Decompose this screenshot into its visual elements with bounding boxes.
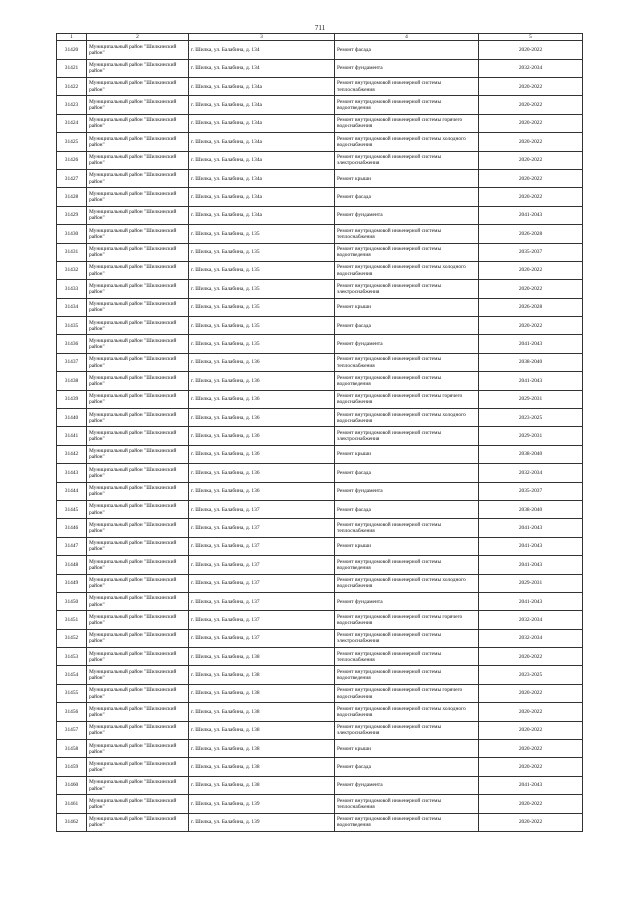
- row-number-cell: 31423: [57, 96, 87, 114]
- table-row: [57, 59, 583, 77]
- municipality-cell: Муниципальный район "Шилкинский район": [87, 776, 189, 794]
- municipality-cell: Муниципальный район "Шилкинский район": [87, 151, 189, 169]
- period-cell: 2029-2031: [479, 390, 583, 408]
- address-cell: г. Шилка, ул. Балабина, д. 136: [189, 445, 335, 463]
- period-cell: 2023-2025: [479, 409, 583, 427]
- work-type-cell: Ремонт фасада: [335, 41, 479, 59]
- row-number-cell: 31445: [57, 500, 87, 518]
- municipality-cell: Муниципальный район "Шилкинский район": [87, 445, 189, 463]
- period-cell: 2041-2043: [479, 537, 583, 555]
- address-cell: г. Шилка, ул. Балабина, д. 136: [189, 372, 335, 390]
- row-number-cell: 31451: [57, 611, 87, 629]
- table-row: [57, 390, 583, 408]
- municipality-cell: Муниципальный район "Шилкинский район": [87, 556, 189, 574]
- period-cell: 2041-2043: [479, 206, 583, 224]
- municipality-cell: Муниципальный район "Шилкинский район": [87, 537, 189, 555]
- municipality-cell: Муниципальный район "Шилкинский район": [87, 206, 189, 224]
- work-type-cell: Ремонт внутридомовой инженерной системы электроснабжения: [335, 427, 479, 445]
- period-cell: 2020-2022: [479, 317, 583, 335]
- row-number-cell: 31447: [57, 537, 87, 555]
- address-cell: г. Шилка, ул. Балабина, д. 135: [189, 298, 335, 316]
- period-cell: 2020-2022: [479, 813, 583, 831]
- row-number-cell: 31453: [57, 648, 87, 666]
- row-number-cell: 31461: [57, 795, 87, 813]
- work-type-cell: Ремонт внутридомовой инженерной системы водоотведения: [335, 813, 479, 831]
- period-cell: 2020-2022: [479, 758, 583, 776]
- municipality-cell: Муниципальный район "Шилкинский район": [87, 169, 189, 187]
- table-row: [57, 611, 583, 629]
- row-number-cell: 31448: [57, 556, 87, 574]
- period-cell: 2038-2040: [479, 353, 583, 371]
- address-cell: г. Шилка, ул. Балабина, д. 134а: [189, 151, 335, 169]
- address-cell: г. Шилка, ул. Балабина, д. 137: [189, 592, 335, 610]
- table-row: [57, 243, 583, 261]
- period-cell: 2038-2040: [479, 445, 583, 463]
- row-number-cell: 31425: [57, 133, 87, 151]
- work-type-cell: Ремонт фундамента: [335, 482, 479, 500]
- row-number-cell: 31460: [57, 776, 87, 794]
- table-row: [57, 648, 583, 666]
- work-type-cell: Ремонт внутридомовой инженерной системы теплоснабжения: [335, 225, 479, 243]
- row-number-cell: 31439: [57, 390, 87, 408]
- table-row: [57, 519, 583, 537]
- work-type-cell: Ремонт внутридомовой инженерной системы теплоснабжения: [335, 795, 479, 813]
- row-number-cell: 31431: [57, 243, 87, 261]
- table-row: [57, 96, 583, 114]
- table-row: [57, 372, 583, 390]
- work-type-cell: Ремонт внутридомовой инженерной системы электроснабжения: [335, 151, 479, 169]
- table-row: [57, 758, 583, 776]
- municipality-cell: Муниципальный район "Шилкинский район": [87, 740, 189, 758]
- work-type-cell: Ремонт фундамента: [335, 592, 479, 610]
- row-number-cell: 31424: [57, 114, 87, 132]
- work-type-cell: Ремонт внутридомовой инженерной системы холодного водоснабжения: [335, 409, 479, 427]
- municipality-cell: Муниципальный район "Шилкинский район": [87, 703, 189, 721]
- period-cell: 2032-2034: [479, 629, 583, 647]
- address-cell: г. Шилка, ул. Балабина, д. 134а: [189, 96, 335, 114]
- period-cell: 2020-2022: [479, 280, 583, 298]
- table-row: [57, 776, 583, 794]
- table-row: [57, 464, 583, 482]
- period-cell: 2041-2043: [479, 592, 583, 610]
- row-number-cell: 31434: [57, 298, 87, 316]
- table-row: [57, 41, 583, 59]
- work-type-cell: Ремонт внутридомовой инженерной системы водоотведения: [335, 556, 479, 574]
- address-cell: г. Шилка, ул. Балабина, д. 138: [189, 740, 335, 758]
- address-cell: г. Шилка, ул. Балабина, д. 136: [189, 464, 335, 482]
- row-number-cell: 31462: [57, 813, 87, 831]
- work-type-cell: Ремонт крыши: [335, 298, 479, 316]
- municipality-cell: Муниципальный район "Шилкинский район": [87, 721, 189, 739]
- table-row: [57, 114, 583, 132]
- work-type-cell: Ремонт фасада: [335, 758, 479, 776]
- work-type-cell: Ремонт внутридомовой инженерной системы холодного водоснабжения: [335, 703, 479, 721]
- table-row: [57, 77, 583, 95]
- table-row: [57, 684, 583, 702]
- address-cell: г. Шилка, ул. Балабина, д. 137: [189, 629, 335, 647]
- municipality-cell: Муниципальный район "Шилкинский район": [87, 519, 189, 537]
- table-row: [57, 721, 583, 739]
- table-row: [57, 335, 583, 353]
- period-cell: 2020-2022: [479, 188, 583, 206]
- municipality-cell: Муниципальный район "Шилкинский район": [87, 225, 189, 243]
- row-number-cell: 31440: [57, 409, 87, 427]
- period-cell: 2020-2022: [479, 169, 583, 187]
- work-type-cell: Ремонт внутридомовой инженерной системы водоотведения: [335, 243, 479, 261]
- row-number-cell: 31441: [57, 427, 87, 445]
- municipality-cell: Муниципальный район "Шилкинский район": [87, 464, 189, 482]
- page-number: 711: [314, 24, 326, 32]
- period-cell: 2038-2040: [479, 500, 583, 518]
- table-row: [57, 500, 583, 518]
- table-row: [57, 298, 583, 316]
- period-cell: 2020-2022: [479, 114, 583, 132]
- municipality-cell: Муниципальный район "Шилкинский район": [87, 133, 189, 151]
- period-cell: 2020-2022: [479, 151, 583, 169]
- address-cell: г. Шилка, ул. Балабина, д. 134а: [189, 133, 335, 151]
- work-type-cell: Ремонт внутридомовой инженерной системы горячего водоснабжения: [335, 611, 479, 629]
- table-row: [57, 813, 583, 831]
- period-cell: 2020-2022: [479, 133, 583, 151]
- row-number-cell: 31457: [57, 721, 87, 739]
- address-cell: г. Шилка, ул. Балабина, д. 136: [189, 353, 335, 371]
- row-number-cell: 31452: [57, 629, 87, 647]
- row-number-cell: 31430: [57, 225, 87, 243]
- column-header: 3: [189, 34, 335, 41]
- work-type-cell: Ремонт фундамента: [335, 59, 479, 77]
- address-cell: г. Шилка, ул. Балабина, д. 137: [189, 611, 335, 629]
- municipality-cell: Муниципальный район "Шилкинский район": [87, 243, 189, 261]
- work-type-cell: Ремонт внутридомовой инженерной системы водоотведения: [335, 372, 479, 390]
- work-type-cell: Ремонт крыши: [335, 740, 479, 758]
- address-cell: г. Шилка, ул. Балабина, д. 138: [189, 776, 335, 794]
- table-row: [57, 556, 583, 574]
- row-number-cell: 31437: [57, 353, 87, 371]
- municipality-cell: Муниципальный район "Шилкинский район": [87, 813, 189, 831]
- work-type-cell: Ремонт внутридомовой инженерной системы теплоснабжения: [335, 648, 479, 666]
- address-cell: г. Шилка, ул. Балабина, д. 136: [189, 482, 335, 500]
- registry-table: [56, 33, 583, 832]
- table-row: [57, 740, 583, 758]
- table-row: [57, 169, 583, 187]
- row-number-cell: 31455: [57, 684, 87, 702]
- municipality-cell: Муниципальный район "Шилкинский район": [87, 280, 189, 298]
- table-row: [57, 206, 583, 224]
- row-number-cell: 31433: [57, 280, 87, 298]
- work-type-cell: Ремонт внутридомовой инженерной системы горячего водоснабжения: [335, 390, 479, 408]
- period-cell: 2041-2043: [479, 519, 583, 537]
- row-number-cell: 31454: [57, 666, 87, 684]
- work-type-cell: Ремонт фундамента: [335, 335, 479, 353]
- work-type-cell: Ремонт внутридомовой инженерной системы водоотведения: [335, 666, 479, 684]
- table-row: [57, 795, 583, 813]
- municipality-cell: Муниципальный район "Шилкинский район": [87, 758, 189, 776]
- work-type-cell: Ремонт внутридомовой инженерной системы горячего водоснабжения: [335, 114, 479, 132]
- period-cell: 2041-2043: [479, 556, 583, 574]
- work-type-cell: Ремонт фасада: [335, 500, 479, 518]
- work-type-cell: Ремонт внутридомовой инженерной системы водоотведения: [335, 96, 479, 114]
- period-cell: 2023-2025: [479, 666, 583, 684]
- work-type-cell: Ремонт внутридомовой инженерной системы теплоснабжения: [335, 353, 479, 371]
- municipality-cell: Муниципальный район "Шилкинский район": [87, 114, 189, 132]
- address-cell: г. Шилка, ул. Балабина, д. 135: [189, 335, 335, 353]
- table-row: [57, 703, 583, 721]
- work-type-cell: Ремонт внутридомовой инженерной системы холодного водоснабжения: [335, 574, 479, 592]
- table-row: [57, 592, 583, 610]
- municipality-cell: Муниципальный район "Шилкинский район": [87, 59, 189, 77]
- period-cell: 2020-2022: [479, 740, 583, 758]
- table-row: [57, 280, 583, 298]
- table-row: [57, 188, 583, 206]
- period-cell: 2041-2043: [479, 372, 583, 390]
- address-cell: г. Шилка, ул. Балабина, д. 134: [189, 59, 335, 77]
- work-type-cell: Ремонт фасада: [335, 464, 479, 482]
- municipality-cell: Муниципальный район "Шилкинский район": [87, 795, 189, 813]
- table-row: [57, 353, 583, 371]
- municipality-cell: Муниципальный район "Шилкинский район": [87, 482, 189, 500]
- period-cell: 2020-2022: [479, 721, 583, 739]
- address-cell: г. Шилка, ул. Балабина, д. 137: [189, 519, 335, 537]
- address-cell: г. Шилка, ул. Балабина, д. 135: [189, 225, 335, 243]
- municipality-cell: Муниципальный район "Шилкинский район": [87, 592, 189, 610]
- address-cell: г. Шилка, ул. Балабина, д. 134а: [189, 188, 335, 206]
- address-cell: г. Шилка, ул. Балабина, д. 135: [189, 280, 335, 298]
- work-type-cell: Ремонт внутридомовой инженерной системы электроснабжения: [335, 721, 479, 739]
- period-cell: 2026-2028: [479, 225, 583, 243]
- column-header: 1: [57, 34, 87, 41]
- period-cell: 2041-2043: [479, 776, 583, 794]
- row-number-cell: 31438: [57, 372, 87, 390]
- municipality-cell: Муниципальный район "Шилкинский район": [87, 611, 189, 629]
- address-cell: г. Шилка, ул. Балабина, д. 135: [189, 317, 335, 335]
- address-cell: г. Шилка, ул. Балабина, д. 137: [189, 500, 335, 518]
- period-cell: 2041-2043: [479, 335, 583, 353]
- period-cell: 2020-2022: [479, 41, 583, 59]
- row-number-cell: 31449: [57, 574, 87, 592]
- period-cell: 2020-2022: [479, 261, 583, 279]
- municipality-cell: Муниципальный район "Шилкинский район": [87, 188, 189, 206]
- work-type-cell: Ремонт внутридомовой инженерной системы электроснабжения: [335, 280, 479, 298]
- period-cell: 2035-2037: [479, 243, 583, 261]
- table-row: [57, 445, 583, 463]
- row-number-cell: 31422: [57, 77, 87, 95]
- period-cell: 2032-2034: [479, 464, 583, 482]
- work-type-cell: Ремонт фасада: [335, 317, 479, 335]
- work-type-cell: Ремонт внутридомовой инженерной системы холодного водоснабжения: [335, 133, 479, 151]
- address-cell: г. Шилка, ул. Балабина, д. 138: [189, 648, 335, 666]
- table-row: [57, 225, 583, 243]
- period-cell: 2026-2028: [479, 298, 583, 316]
- address-cell: г. Шилка, ул. Балабина, д. 139: [189, 813, 335, 831]
- municipality-cell: Муниципальный район "Шилкинский район": [87, 335, 189, 353]
- address-cell: г. Шилка, ул. Балабина, д. 138: [189, 684, 335, 702]
- period-cell: 2032-2034: [479, 611, 583, 629]
- table-row: [57, 133, 583, 151]
- address-cell: г. Шилка, ул. Балабина, д. 138: [189, 721, 335, 739]
- address-cell: г. Шилка, ул. Балабина, д. 137: [189, 574, 335, 592]
- municipality-cell: Муниципальный район "Шилкинский район": [87, 427, 189, 445]
- work-type-cell: Ремонт крыши: [335, 537, 479, 555]
- address-cell: г. Шилка, ул. Балабина, д. 138: [189, 703, 335, 721]
- address-cell: г. Шилка, ул. Балабина, д. 138: [189, 666, 335, 684]
- period-cell: 2029-2031: [479, 427, 583, 445]
- municipality-cell: Муниципальный район "Шилкинский район": [87, 629, 189, 647]
- work-type-cell: Ремонт крыши: [335, 169, 479, 187]
- table-row: [57, 574, 583, 592]
- work-type-cell: Ремонт внутридомовой инженерной системы горячего водоснабжения: [335, 684, 479, 702]
- work-type-cell: Ремонт внутридомовой инженерной системы электроснабжения: [335, 629, 479, 647]
- period-cell: 2020-2022: [479, 684, 583, 702]
- address-cell: г. Шилка, ул. Балабина, д. 139: [189, 795, 335, 813]
- row-number-cell: 31435: [57, 317, 87, 335]
- municipality-cell: Муниципальный район "Шилкинский район": [87, 390, 189, 408]
- address-cell: г. Шилка, ул. Балабина, д. 134а: [189, 77, 335, 95]
- work-type-cell: Ремонт фасада: [335, 188, 479, 206]
- row-number-cell: 31432: [57, 261, 87, 279]
- address-cell: г. Шилка, ул. Балабина, д. 137: [189, 556, 335, 574]
- period-cell: 2020-2022: [479, 648, 583, 666]
- table-row: [57, 482, 583, 500]
- municipality-cell: Муниципальный район "Шилкинский район": [87, 409, 189, 427]
- row-number-cell: 31421: [57, 59, 87, 77]
- municipality-cell: Муниципальный район "Шилкинский район": [87, 372, 189, 390]
- municipality-cell: Муниципальный район "Шилкинский район": [87, 41, 189, 59]
- municipality-cell: Муниципальный район "Шилкинский район": [87, 500, 189, 518]
- address-cell: г. Шилка, ул. Балабина, д. 136: [189, 390, 335, 408]
- table-row: [57, 629, 583, 647]
- table-body: [57, 41, 583, 832]
- period-cell: 2020-2022: [479, 96, 583, 114]
- address-cell: г. Шилка, ул. Балабина, д. 137: [189, 537, 335, 555]
- period-cell: 2035-2037: [479, 482, 583, 500]
- municipality-cell: Муниципальный район "Шилкинский район": [87, 96, 189, 114]
- period-cell: 2020-2022: [479, 795, 583, 813]
- work-type-cell: Ремонт внутридомовой инженерной системы теплоснабжения: [335, 519, 479, 537]
- work-type-cell: Ремонт крыши: [335, 445, 479, 463]
- address-cell: г. Шилка, ул. Балабина, д. 134: [189, 41, 335, 59]
- row-number-cell: 31459: [57, 758, 87, 776]
- period-cell: 2029-2031: [479, 574, 583, 592]
- table-row: [57, 666, 583, 684]
- period-cell: 2032-2034: [479, 59, 583, 77]
- address-cell: г. Шилка, ул. Балабина, д. 136: [189, 427, 335, 445]
- row-number-cell: 31427: [57, 169, 87, 187]
- address-cell: г. Шилка, ул. Балабина, д. 136: [189, 409, 335, 427]
- work-type-cell: Ремонт внутридомовой инженерной системы холодного водоснабжения: [335, 261, 479, 279]
- row-number-cell: 31429: [57, 206, 87, 224]
- address-cell: г. Шилка, ул. Балабина, д. 135: [189, 261, 335, 279]
- row-number-cell: 31446: [57, 519, 87, 537]
- work-type-cell: Ремонт фундамента: [335, 206, 479, 224]
- municipality-cell: Муниципальный район "Шилкинский район": [87, 574, 189, 592]
- table-row: [57, 151, 583, 169]
- row-number-cell: 31426: [57, 151, 87, 169]
- table-row: [57, 427, 583, 445]
- address-cell: г. Шилка, ул. Балабина, д. 134а: [189, 114, 335, 132]
- row-number-cell: 31428: [57, 188, 87, 206]
- row-number-cell: 31450: [57, 592, 87, 610]
- table-row: [57, 317, 583, 335]
- row-number-cell: 31442: [57, 445, 87, 463]
- row-number-cell: 31444: [57, 482, 87, 500]
- table-row: [57, 409, 583, 427]
- municipality-cell: Муниципальный район "Шилкинский район": [87, 77, 189, 95]
- municipality-cell: Муниципальный район "Шилкинский район": [87, 684, 189, 702]
- municipality-cell: Муниципальный район "Шилкинский район": [87, 261, 189, 279]
- table-row: [57, 261, 583, 279]
- address-cell: г. Шилка, ул. Балабина, д. 134а: [189, 169, 335, 187]
- municipality-cell: Муниципальный район "Шилкинский район": [87, 298, 189, 316]
- address-cell: г. Шилка, ул. Балабина, д. 134а: [189, 206, 335, 224]
- municipality-cell: Муниципальный район "Шилкинский район": [87, 666, 189, 684]
- row-number-cell: 31420: [57, 41, 87, 59]
- work-type-cell: Ремонт фундамента: [335, 776, 479, 794]
- municipality-cell: Муниципальный район "Шилкинский район": [87, 317, 189, 335]
- column-header: 2: [87, 34, 189, 41]
- row-number-cell: 31458: [57, 740, 87, 758]
- column-header: 5: [479, 34, 583, 41]
- work-type-cell: Ремонт внутридомовой инженерной системы теплоснабжения: [335, 77, 479, 95]
- column-header: 4: [335, 34, 479, 41]
- row-number-cell: 31456: [57, 703, 87, 721]
- period-cell: 2020-2022: [479, 703, 583, 721]
- row-number-cell: 31443: [57, 464, 87, 482]
- table-row: [57, 537, 583, 555]
- address-cell: г. Шилка, ул. Балабина, д. 138: [189, 758, 335, 776]
- municipality-cell: Муниципальный район "Шилкинский район": [87, 648, 189, 666]
- municipality-cell: Муниципальный район "Шилкинский район": [87, 353, 189, 371]
- row-number-cell: 31436: [57, 335, 87, 353]
- period-cell: 2020-2022: [479, 77, 583, 95]
- table-header-row: [57, 34, 583, 41]
- address-cell: г. Шилка, ул. Балабина, д. 135: [189, 243, 335, 261]
